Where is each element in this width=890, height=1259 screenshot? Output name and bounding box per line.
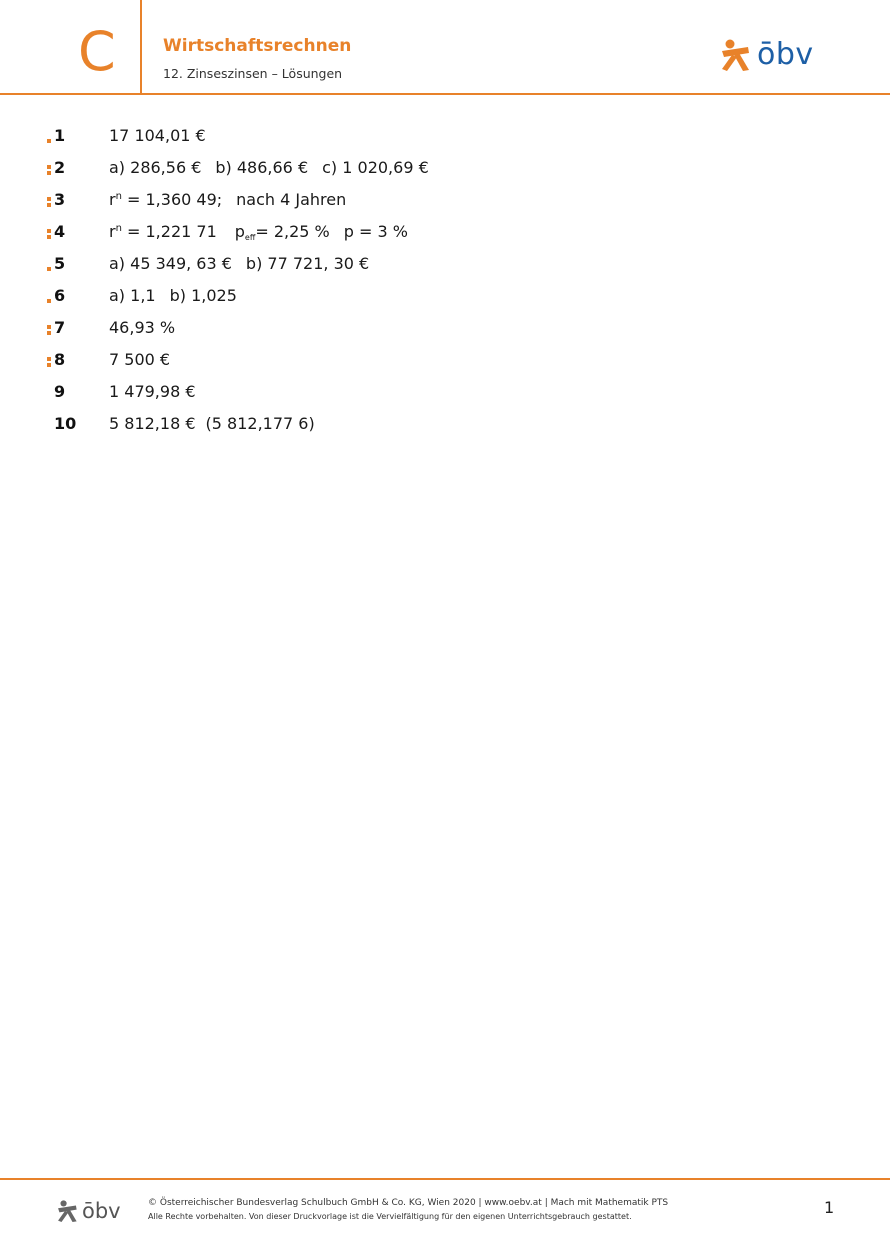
answer-value: [109, 158, 429, 177]
footer-logo-text: ōbv: [82, 1199, 121, 1223]
task-number: 6: [54, 286, 66, 305]
obv-star-icon: [56, 1199, 78, 1223]
task-number: 8: [54, 350, 66, 369]
task-number: 3: [54, 190, 66, 209]
footer-obv-logo: [56, 1199, 121, 1223]
answer-part-a: a) 286,56 €: [109, 158, 202, 177]
variable-p: p: [234, 222, 245, 241]
exponent-n: n: [115, 223, 122, 234]
task-number: 1: [54, 126, 66, 145]
task-number: 5: [54, 254, 66, 273]
answer-part-b: b) 1,025: [169, 286, 237, 305]
answer-factor: = 1,360 49;: [121, 190, 223, 209]
page-header: [0, 0, 890, 95]
answer-value: 1 479,98 €: [109, 382, 196, 401]
answer-row-1: [0, 121, 890, 153]
footer-rights: Alle Rechte vorbehalten. Von dieser Druckvorlage ist die Vervielfältigung für den eigenen Unterrichtsgebrauch gestattet.: [148, 1212, 632, 1221]
answer-row-10: [0, 409, 890, 441]
answer-value: 17 104,01 €: [109, 126, 206, 145]
header-rule: [0, 93, 890, 95]
answer-row-6: [0, 281, 890, 313]
answer-row-5: [0, 249, 890, 281]
subscript-eff: eff: [244, 233, 256, 242]
answer-row-2: [0, 153, 890, 185]
answer-value: [109, 286, 237, 305]
page-title: Wirtschaftsrechnen: [163, 36, 352, 56]
footer-copyright: © Österreichischer Bundesverlag Schulbuch GmbH & Co. KG, Wien 2020 | www.oebv.at | Mach mit Mathematik PTS: [148, 1198, 669, 1208]
answer-value: 7 500 €: [109, 350, 171, 369]
obv-logo-text: ōbv: [757, 37, 814, 72]
answer-years: nach 4 Jahren: [236, 190, 347, 209]
page-number: 1: [824, 1198, 835, 1217]
answer-row-8: [0, 345, 890, 377]
task-number: 9: [54, 382, 66, 401]
exponent-n: n: [115, 191, 122, 202]
task-number: 4: [54, 222, 66, 241]
answer-exact: (5 812,177 6): [205, 414, 315, 433]
answer-part-a: a) 1,1: [109, 286, 156, 305]
page-subtitle: 12. Zinseszinsen – Lösungen: [163, 66, 343, 81]
nominal-rate: p = 3 %: [343, 222, 408, 241]
task-number: 10: [54, 414, 77, 433]
effective-rate: = 2,25 %: [255, 222, 330, 241]
obv-logo: [719, 38, 814, 72]
answer-factor: = 1,221 71: [121, 222, 217, 241]
header-divider: [140, 0, 142, 94]
footer-rule: [0, 1178, 890, 1180]
answer-part-b: b) 77 721, 30 €: [245, 254, 370, 273]
answer-value: 46,93 %: [109, 318, 176, 337]
task-number: 2: [54, 158, 66, 177]
answer-value: [109, 254, 369, 273]
answer-row-3: [0, 185, 890, 217]
answer-value: [109, 190, 346, 209]
variable-r: r: [109, 190, 116, 209]
answer-part-b: b) 486,66 €: [215, 158, 309, 177]
chapter-letter: C: [78, 20, 116, 83]
answer-row-9: [0, 377, 890, 409]
answer-row-4: [0, 217, 890, 249]
answer-value: [109, 414, 315, 433]
answer-rounded: 5 812,18 €: [109, 414, 196, 433]
obv-star-icon: [719, 38, 751, 72]
variable-r: r: [109, 222, 116, 241]
answer-row-7: [0, 313, 890, 345]
answer-part-c: c) 1 020,69 €: [322, 158, 429, 177]
task-number: 7: [54, 318, 66, 337]
answer-part-a: a) 45 349, 63 €: [109, 254, 232, 273]
answer-value: [109, 222, 408, 242]
